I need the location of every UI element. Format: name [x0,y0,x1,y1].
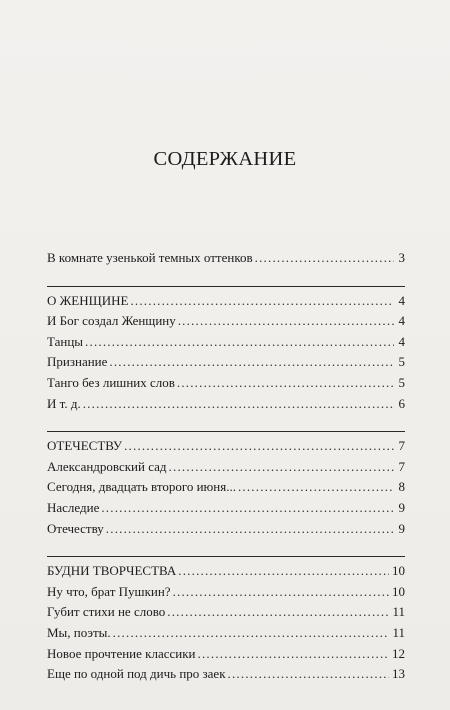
toc-section-creative-days [47,556,405,685]
toc-entry-page: 10 [392,563,405,579]
toc-entry[interactable] [47,332,405,353]
dot-leader [178,561,389,582]
toc-entry-page: 12 [392,645,405,661]
toc-entry[interactable] [47,644,405,665]
dot-leader [83,394,394,415]
toc-entry-title: Признание [47,354,108,370]
dot-leader [173,582,389,603]
toc-entry-page: 6 [398,395,405,411]
toc-entry[interactable] [47,457,405,478]
toc-entry-page: 7 [398,438,405,454]
toc-entry-page: 8 [398,479,405,495]
toc-entry-title: И Бог создал Женщину [47,313,176,329]
toc-entry-title: Танго без лишних слов [47,374,175,390]
dot-leader [109,352,394,373]
toc-entry-page: 7 [398,458,405,474]
dot-leader [167,602,389,623]
toc-entry[interactable] [47,311,405,332]
toc-entry-page: 5 [398,374,405,390]
dot-leader [113,623,390,644]
toc-entry[interactable] [47,582,405,603]
toc-entry[interactable] [47,352,405,373]
dot-leader [178,311,394,332]
toc-entry-page: 10 [392,583,405,599]
table-of-contents [47,248,405,685]
toc-section-heading[interactable] [47,436,405,457]
section-divider [47,556,405,558]
toc-entry-title: О ЖЕНЩИНЕ [47,292,129,308]
toc-entry-title: И т. д. [47,395,81,411]
toc-section-heading[interactable] [47,561,405,582]
toc-entry-page: 4 [398,333,405,349]
dot-leader [106,519,394,540]
toc-entry-title: Сегодня, двадцать второго июня... [47,479,236,495]
toc-entry-title: БУДНИ ТВОРЧЕСТВА [47,563,177,579]
toc-entry-page: 11 [392,604,405,620]
toc-entry-page: 11 [392,624,405,640]
dot-leader [85,332,394,353]
toc-entry[interactable] [47,373,405,394]
toc-section-women [47,286,405,415]
toc-entry-title: Танцы [47,333,84,349]
toc-entry-title: Наследие [47,499,100,515]
section-divider [47,431,405,433]
dot-leader [169,457,394,478]
toc-group-intro [47,248,405,269]
toc-entry-title: Александровский сад [47,458,167,474]
toc-entry-title: Новое прочтение классики [47,645,196,661]
dot-leader [177,373,394,394]
toc-entry-page: 4 [398,313,405,329]
toc-entry[interactable] [47,519,405,540]
dot-leader [198,644,389,665]
dot-leader [238,477,394,498]
page-title: СОДЕРЖАНИЕ [153,148,297,170]
toc-entry-page: 5 [398,354,405,370]
toc-entry-title: Отечеству [47,520,104,536]
toc-entry-page: 3 [398,250,405,265]
toc-section-fatherland [47,431,405,539]
dot-leader [228,664,389,685]
toc-section-heading[interactable] [47,291,405,312]
dot-leader [101,498,394,519]
toc-entry-title: Губит стихи не слово [47,604,166,620]
toc-entry-page: 13 [392,666,405,682]
dot-leader [124,436,394,457]
dot-leader [255,248,394,269]
toc-entry-page: 9 [398,520,405,536]
toc-entry[interactable] [47,623,405,644]
toc-entry[interactable] [47,248,405,269]
toc-entry-title: Ну что, брат Пушкин? [47,583,171,599]
toc-entry-title: ОТЕЧЕСТВУ [47,438,123,454]
section-divider [47,286,405,288]
toc-entry[interactable] [47,394,405,415]
toc-entry[interactable] [47,602,405,623]
toc-entry[interactable] [47,498,405,519]
toc-entry[interactable] [47,664,405,685]
toc-entry[interactable] [47,477,405,498]
toc-entry-page: 9 [398,499,405,515]
toc-entry-page: 4 [398,292,405,308]
toc-entry-title: Еще по одной под дичь про заек [47,666,226,682]
toc-entry-title: В комнате узенькой темных оттенков [47,250,253,265]
dot-leader [130,291,394,312]
toc-entry-title: Мы, поэты. [47,624,111,640]
